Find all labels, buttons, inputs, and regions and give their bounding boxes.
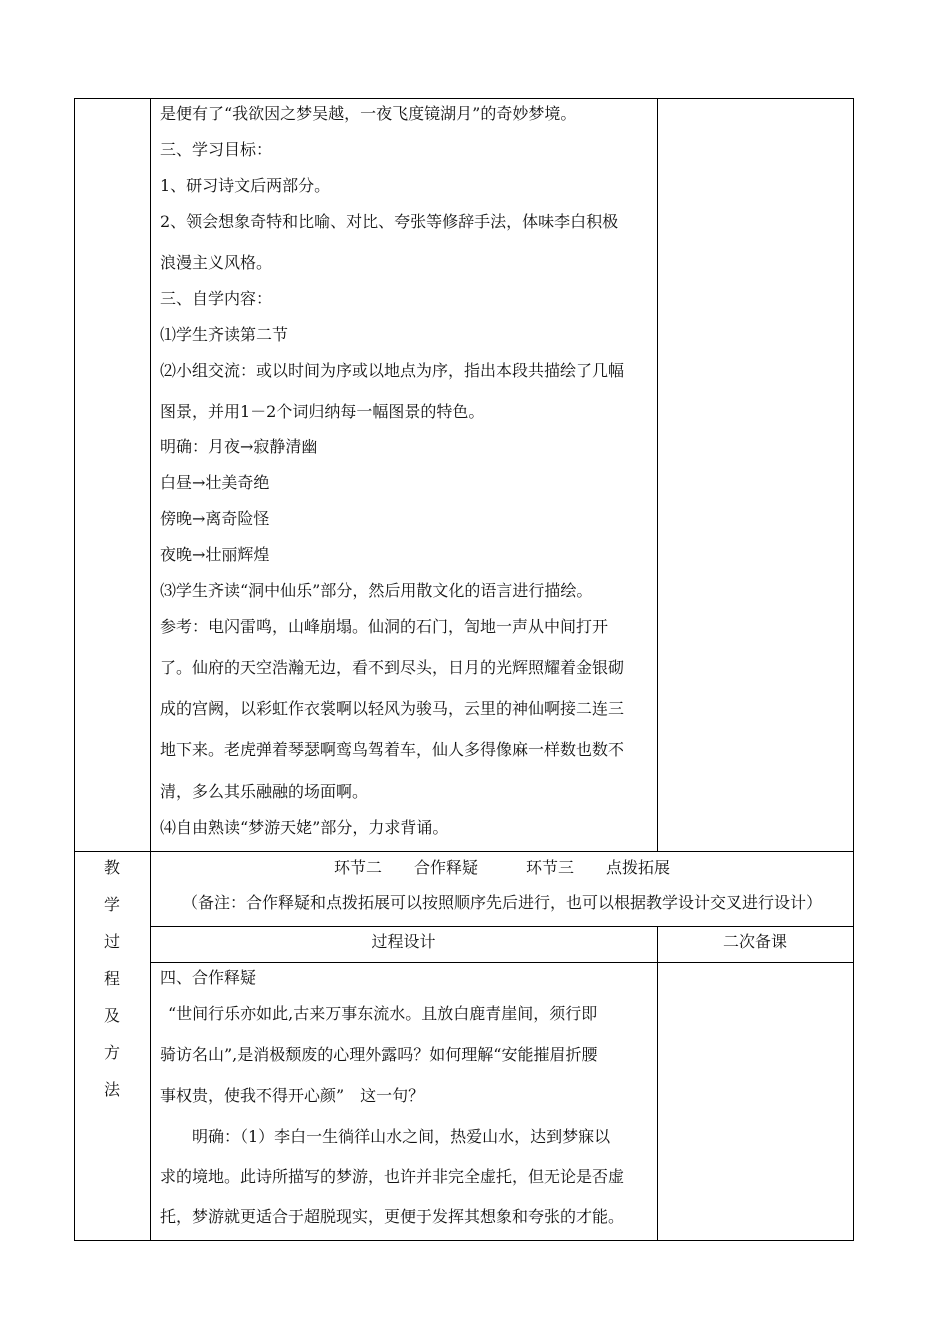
side-label-char: 教 [103,858,120,877]
top-line-14: ⑶学生齐读“洞中仙乐”部分，然后用散文化的语言进行描绘。 [160,581,593,600]
top-line-4: 2、领会想象奇特和比喻、对比、夸张等修辞手法，体味李白积极 [160,212,619,231]
divider-after-study-content [74,851,854,852]
second-prep-divider-bottom [657,926,658,1241]
top-line-15: 参考：电闪雷鸣，山峰崩塌。仙洞的石门，訇地一声从中间打开 [160,617,609,636]
top-line-1: 是便有了“我欲因之梦吴越，一夜飞度镜湖月”的奇妙梦境。 [160,104,577,123]
table-border-top [74,98,854,99]
side-label-char: 方 [103,1043,120,1062]
side-column-divider [150,98,151,1241]
side-label-char: 程 [103,969,120,988]
side-label-char: 学 [103,895,120,914]
top-line-20: ⑷自由熟读“梦游天姥”部分，力求背诵。 [160,818,449,837]
top-line-7: ⑴学生齐读第二节 [160,325,289,344]
top-line-17: 成的宫阙，以彩虹作衣裳啊以轻风为骏马，云里的神仙啊接二连三 [160,699,625,718]
top-line-12: 傍晚→离奇险怪 [160,509,270,528]
top-line-9: 图景，并用1－2个词归纳每一幅图景的特色。 [160,402,485,421]
bottom-line-2: “世间行乐亦如此,古来万事东流水。且放白鹿青崖间，须行即 [168,1004,598,1023]
top-line-3: 1、研习诗文后两部分。 [160,176,331,195]
side-label-char: 法 [103,1080,120,1099]
bottom-line-1: 四、合作释疑 [160,968,257,987]
divider-before-column-headers [150,926,854,927]
second-prep-divider-top [657,98,658,852]
side-label-teaching-process [74,858,150,1117]
bottom-line-4: 事权贵，使我不得开心颜” 这一句？ [160,1086,425,1105]
top-line-11: 白昼→壮美奇绝 [160,473,270,492]
side-label-char: 过 [103,932,120,951]
top-line-13: 夜晚→壮丽辉煌 [160,545,270,564]
table-border-right [853,98,854,1241]
bottom-line-6: 求的境地。此诗所描写的梦游，也许并非完全虚托，但无论是否虚 [160,1167,625,1186]
column-header-process-design: 过程设计 [371,932,436,951]
top-line-8: ⑵小组交流：或以时间为序或以地点为序，指出本段共描绘了几幅 [160,361,625,380]
top-line-16: 了。仙府的天空浩瀚无边，看不到尽头，日月的光辉照耀着金银砌 [160,658,625,677]
column-header-second-prep: 二次备课 [722,932,787,951]
section-note: （备注：合作释疑和点拨拓展可以按照顺序先后进行，也可以根据教学设计交叉进行设计） [181,893,822,912]
divider-after-column-headers [150,962,854,963]
bottom-line-7: 托，梦游就更适合于超脱现实，更便于发挥其想象和夸张的才能。 [160,1207,625,1226]
bottom-line-3: 骑访名山”,是消极颓废的心理外露吗？如何理解“安能摧眉折腰 [160,1045,598,1064]
table-border-bottom [74,1240,854,1241]
section-header: 环节二 合作释疑 环节三 点拨拓展 [333,858,670,877]
top-line-5: 浪漫主义风格。 [160,253,273,272]
top-line-6: 三、自学内容： [160,289,273,308]
side-label-char: 及 [103,1006,120,1025]
top-line-19: 清，多么其乐融融的场面啊。 [160,782,369,801]
top-line-10: 明确：月夜→寂静清幽 [160,437,318,456]
top-line-18: 地下来。老虎弹着琴瑟啊鸾鸟驾着车，仙人多得像麻一样数也数不 [160,740,625,759]
top-line-2: 三、学习目标： [160,140,273,159]
bottom-line-5: 明确：（1）李白一生徜徉山水之间，热爱山水，达到梦寐以 [192,1127,611,1146]
